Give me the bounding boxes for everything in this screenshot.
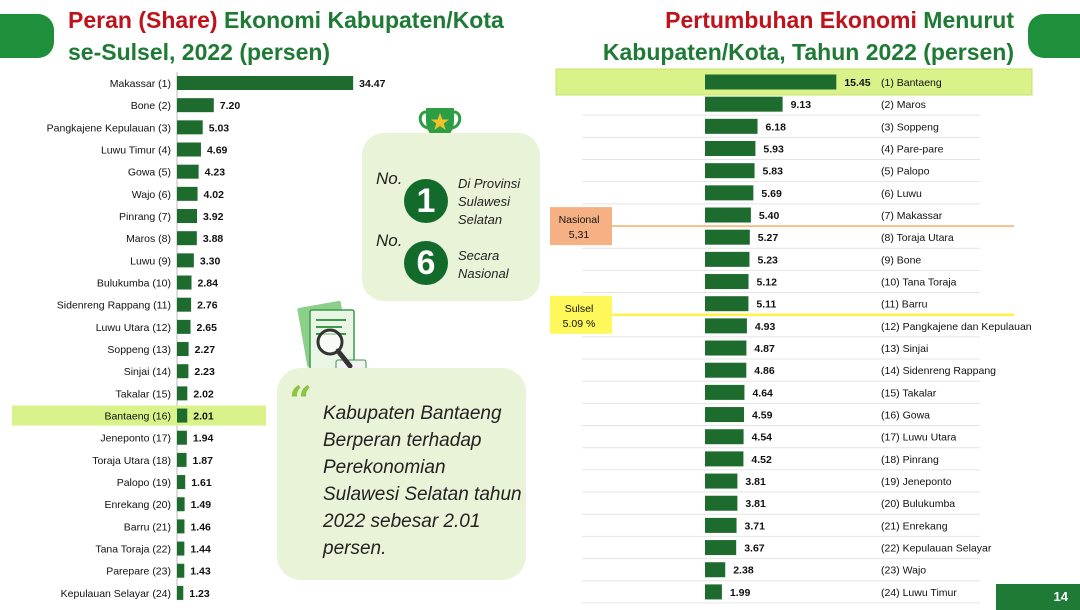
growth-bar xyxy=(705,318,747,333)
share-value-label: 4.02 xyxy=(203,188,224,201)
growth-category-label: (6) Luwu xyxy=(881,187,922,200)
share-value-label: 1.23 xyxy=(189,587,210,600)
share-bar xyxy=(177,231,197,245)
share-bar xyxy=(177,143,201,157)
growth-category-label: (16) Gowa xyxy=(881,409,931,422)
share-category-label: Parepare (23) xyxy=(106,565,171,578)
growth-bar xyxy=(705,584,722,599)
growth-bar xyxy=(705,474,737,489)
share-value-label: 7.20 xyxy=(219,100,241,113)
rank-box xyxy=(362,133,540,301)
growth-category-label: (10) Tana Toraja xyxy=(881,276,957,289)
share-bar xyxy=(177,409,187,423)
share-category-label: Toraja Utara (18) xyxy=(92,454,171,467)
rank-province-prefix: No. xyxy=(376,169,403,188)
growth-value-label: 5.11 xyxy=(756,298,777,311)
growth-bar xyxy=(705,252,749,267)
share-bar xyxy=(177,342,189,356)
growth-value-label: 5.69 xyxy=(761,187,782,200)
share-category-label: Bantaeng (16) xyxy=(104,410,171,423)
growth-value-label: 4.59 xyxy=(752,409,773,422)
growth-value-label: 3.81 xyxy=(745,498,766,511)
growth-bar-chart xyxy=(550,0,1080,610)
growth-value-label: 4.86 xyxy=(754,365,775,378)
share-category-label: Jeneponto (17) xyxy=(100,432,171,445)
growth-value-label: 5.40 xyxy=(758,210,780,223)
growth-category-label: (8) Toraja Utara xyxy=(881,232,954,245)
share-value-label: 2.23 xyxy=(194,366,215,379)
growth-bar xyxy=(705,341,746,356)
share-value-label: 1.46 xyxy=(190,521,211,534)
growth-category-label: (23) Wajo xyxy=(881,564,927,577)
share-category-label: Pangkajene Kepulauan (3) xyxy=(46,122,171,135)
growth-bar xyxy=(705,363,746,378)
growth-bar xyxy=(705,451,743,466)
share-bar xyxy=(177,98,214,112)
growth-bar xyxy=(705,429,744,444)
sulsel-label: Sulsel xyxy=(564,302,594,315)
share-category-label: Makassar (1) xyxy=(109,78,171,90)
left-title-part2: Ekonomi Kabupaten/Kota xyxy=(223,7,504,33)
share-bar xyxy=(177,165,199,179)
share-bar xyxy=(177,542,184,556)
growth-value-label: 4.54 xyxy=(751,431,773,444)
rank-national-text: Secara Nasional xyxy=(458,248,509,281)
growth-value-label: 6.18 xyxy=(765,121,786,134)
share-value-label: 1.87 xyxy=(192,454,213,467)
share-bar xyxy=(177,320,191,334)
rank-province-number: 1 xyxy=(404,179,448,223)
growth-value-label: 2.38 xyxy=(733,564,754,577)
share-value-label: 4.69 xyxy=(206,144,228,157)
growth-bar xyxy=(705,496,737,511)
share-category-label: Sidenreng Rappang (11) xyxy=(56,299,171,312)
growth-bar xyxy=(705,562,725,577)
growth-value-label: 3.71 xyxy=(744,520,765,533)
sulsel-value-label: 5.09 % xyxy=(562,317,596,330)
growth-category-label: (24) Luwu Timur xyxy=(881,586,957,599)
share-bar xyxy=(177,586,183,600)
growth-value-label: 4.87 xyxy=(754,343,775,356)
growth-value-label: 5.23 xyxy=(757,254,778,267)
share-category-label: Soppeng (13) xyxy=(107,344,171,357)
right-title-part3: Kabupaten/Kota, Tahun 2022 (persen) xyxy=(602,39,1014,65)
growth-category-label: (13) Sinjai xyxy=(881,343,929,356)
growth-bar xyxy=(705,385,744,400)
share-category-label: Bone (2) xyxy=(130,100,171,113)
share-category-label: Takalar (15) xyxy=(115,388,171,401)
share-category-label: Gowa (5) xyxy=(127,166,171,179)
share-category-label: Wajo (6) xyxy=(131,188,171,201)
share-bar xyxy=(177,564,184,578)
growth-category-label: (2) Maros xyxy=(881,99,926,112)
growth-category-label: (5) Palopo xyxy=(881,165,930,178)
growth-category-label: (1) Bantaeng xyxy=(881,77,942,89)
share-bar xyxy=(177,475,185,489)
share-value-label: 2.65 xyxy=(196,321,217,334)
share-value-label: 3.88 xyxy=(202,233,224,246)
share-bar xyxy=(177,364,188,378)
rank-national-prefix: No. xyxy=(376,231,403,250)
share-category-label: Maros (8) xyxy=(126,233,171,246)
share-category-label: Bulukumba (10) xyxy=(96,277,171,290)
growth-value-label: 9.13 xyxy=(790,99,812,112)
share-bar xyxy=(177,386,187,400)
share-bar xyxy=(177,209,197,223)
growth-category-label: (3) Soppeng xyxy=(881,121,939,134)
share-value-label: 1.49 xyxy=(190,499,212,512)
growth-value-label: 5.93 xyxy=(763,143,784,156)
growth-category-label: (12) Pangkajene dan Kepulauan xyxy=(881,320,1032,333)
right-title-part1: Pertumbuhan Ekonomi xyxy=(665,7,924,33)
share-bar xyxy=(177,431,187,445)
growth-category-label: (22) Kepulauan Selayar xyxy=(881,542,992,555)
growth-bar xyxy=(705,540,736,555)
growth-category-label: (20) Bulukumba xyxy=(881,498,956,511)
growth-category-label: (9) Bone xyxy=(881,254,922,267)
growth-category-label: (15) Takalar xyxy=(881,387,937,400)
share-bar xyxy=(177,120,203,134)
share-category-label: Barru (21) xyxy=(123,521,171,534)
left-title-part3: se-Sulsel, 2022 (persen) xyxy=(68,39,331,65)
share-category-label: Enrekang (20) xyxy=(104,499,171,512)
rank-national-number: 6 xyxy=(404,241,448,285)
share-bar xyxy=(177,453,187,467)
share-value-label: 3.92 xyxy=(203,211,224,224)
left-title-part1: Peran (Share) xyxy=(68,7,224,33)
growth-bar xyxy=(705,230,750,245)
growth-bar xyxy=(705,97,783,112)
share-value-label: 1.44 xyxy=(190,543,211,556)
quote-box xyxy=(277,368,526,580)
growth-category-label: (18) Pinrang xyxy=(881,453,939,466)
share-value-label: 3.30 xyxy=(199,255,221,268)
quote-mark-icon: “ xyxy=(289,378,313,425)
rank-national xyxy=(362,231,540,291)
growth-category-label: (7) Makassar xyxy=(881,210,943,223)
share-bar xyxy=(177,519,184,533)
share-value-label: 1.43 xyxy=(190,565,211,578)
share-bar xyxy=(177,497,185,511)
share-value-label: 2.01 xyxy=(193,410,214,423)
growth-value-label: 5.27 xyxy=(757,232,779,245)
growth-value-label: 1.99 xyxy=(729,586,751,599)
growth-bar xyxy=(705,208,751,223)
nasional-label: Nasional xyxy=(558,214,600,227)
growth-bar xyxy=(705,163,755,178)
growth-bar xyxy=(705,119,758,134)
growth-category-label: (11) Barru xyxy=(881,298,928,311)
share-bar xyxy=(177,298,191,312)
growth-value-label: 5.12 xyxy=(756,276,777,289)
growth-value-label: 4.93 xyxy=(754,320,776,333)
rank-province xyxy=(362,169,540,229)
share-category-label: Palopo (19) xyxy=(116,477,171,490)
growth-category-label: (17) Luwu Utara xyxy=(881,431,957,444)
growth-bar xyxy=(705,185,753,200)
growth-value-label: 3.67 xyxy=(744,542,765,555)
growth-value-label: 4.52 xyxy=(751,453,772,466)
share-value-label: 34.47 xyxy=(359,78,386,90)
growth-category-label: (19) Jeneponto xyxy=(881,476,952,489)
share-value-label: 2.84 xyxy=(197,277,218,290)
share-bar xyxy=(177,276,192,290)
share-category-label: Luwu Timur (4) xyxy=(100,144,171,157)
share-value-label: 2.02 xyxy=(193,388,214,401)
share-value-label: 1.94 xyxy=(192,432,214,445)
share-bar xyxy=(177,253,194,267)
share-category-label: Kepulauan Selayar (24) xyxy=(60,587,171,600)
growth-value-label: 4.64 xyxy=(752,387,773,400)
growth-bar xyxy=(705,75,836,90)
share-value-label: 2.27 xyxy=(194,344,216,357)
share-category-label: Pinrang (7) xyxy=(119,211,171,224)
growth-category-label: (4) Pare-pare xyxy=(881,143,944,156)
growth-value-label: 3.81 xyxy=(745,476,766,489)
share-category-label: Sinjai (14) xyxy=(123,366,171,379)
share-value-label: 1.61 xyxy=(191,477,212,490)
share-category-label: Tana Toraja (22) xyxy=(95,543,171,556)
growth-bar xyxy=(705,518,737,533)
share-bar xyxy=(177,76,353,90)
growth-value-label: 5.83 xyxy=(762,165,783,178)
growth-bar xyxy=(705,407,744,422)
growth-bar xyxy=(705,274,749,289)
growth-category-label: (14) Sidenreng Rappang xyxy=(881,365,996,378)
share-category-label: Luwu (9) xyxy=(130,255,171,268)
page-number: 14 xyxy=(996,584,1080,610)
rank-province-text: Di Provinsi Sulawesi Selatan xyxy=(458,176,521,227)
quote-text: Kabupaten Bantaeng Berperan terhadap Perekonomian Sulawesi Selatan tahun 2022 sebesar 2.01 persen. xyxy=(323,403,522,559)
share-value-label: 4.23 xyxy=(204,166,226,179)
share-value-label: 2.76 xyxy=(197,299,218,312)
share-category-label: Luwu Utara (12) xyxy=(95,321,171,334)
growth-bar xyxy=(705,296,748,311)
nasional-value-label: 5,31 xyxy=(568,229,590,242)
share-value-label: 5.03 xyxy=(208,122,230,135)
share-bar xyxy=(177,187,198,201)
growth-bar xyxy=(705,141,755,156)
growth-value-label: 15.45 xyxy=(844,77,871,89)
growth-category-label: (21) Enrekang xyxy=(881,520,948,533)
right-title-part2: Menurut xyxy=(923,7,1014,33)
